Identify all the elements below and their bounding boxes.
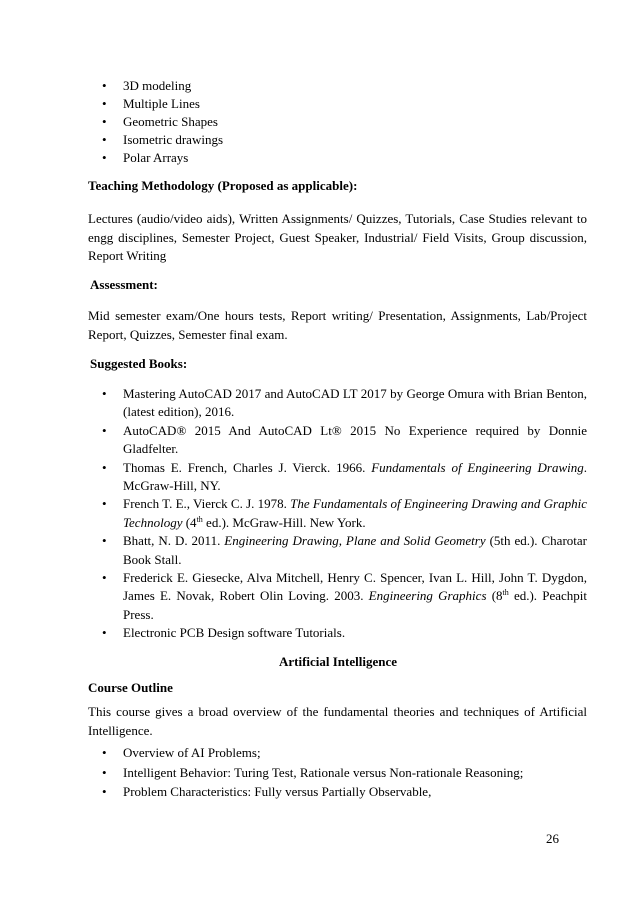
text-line: (latest edition), 2016.	[123, 404, 235, 420]
list-item: • Multiple Lines	[88, 95, 223, 113]
text-line: • AutoCAD® 2015 And AutoCAD Lt® 2015 No Experience required by Donnie	[123, 422, 587, 438]
book-title: Engineering Graphics	[368, 588, 487, 604]
text-line: • Electronic PCB Design software Tutorials.	[123, 625, 346, 641]
book-author: Thomas E. French, Charles J. Vierck. 1966.	[123, 459, 372, 475]
edition: (8	[486, 588, 503, 604]
text-line: McGraw-Hill, NY.	[123, 478, 221, 494]
assessment-heading: Assessment:	[90, 277, 158, 292]
list-item: • 3D modeling	[88, 77, 223, 95]
text-line	[123, 514, 587, 532]
list-item: • Overview of AI Problems;	[88, 743, 587, 763]
text-line: Book Stall.	[123, 551, 182, 567]
book-item	[88, 385, 587, 422]
book-author: Bhatt, N. D. 2011.	[123, 533, 225, 549]
book-title: Engineering Drawing, Plane and Solid Geometry	[224, 533, 486, 549]
book-title: Fundamentals of Engineering Drawing	[371, 459, 584, 475]
text-line: Mid semester exam/One hours tests, Report writing/ Presentation, Assignments, Lab/Project	[88, 308, 587, 323]
list-item: • Problem Characteristics: Fully versus Partially Observable,	[88, 782, 587, 802]
topic-list	[88, 77, 223, 167]
text-line: Report Writing	[88, 248, 167, 263]
text-line	[123, 587, 587, 605]
text-line: • Mastering AutoCAD 2017 and AutoCAD LT 2017 by George Omura with Brian Benton,	[123, 386, 587, 401]
list-item: • Intelligent Behavior: Turing Test, Rationale versus Non-rationale Reasoning;	[88, 763, 587, 783]
book-item	[88, 459, 587, 496]
text-line: Lectures (audio/video aids), Written Assignments/ Quizzes, Tutorials, Case Studies relevant to	[88, 211, 587, 226]
course-title: Artificial Intelligence	[278, 654, 398, 669]
text-line: Intelligence.	[88, 722, 153, 738]
text-line	[123, 532, 587, 550]
suggested-books-heading: Suggested Books:	[90, 356, 188, 371]
ai-topic-list	[88, 743, 587, 802]
book-author: French T. E., Vierck C. J. 1978.	[123, 496, 291, 512]
edition: (5th ed.). Charotar	[485, 533, 587, 549]
book-item	[88, 624, 587, 642]
text-line: • Frederick E. Giesecke, Alva Mitchell, Henry C. Spencer, Ivan L. Hill, John T. Dygdon,	[123, 570, 587, 586]
book-item	[88, 422, 587, 459]
text-line: Gladfelter.	[123, 441, 179, 457]
book-item	[88, 495, 587, 532]
course-outline-heading: Course Outline	[88, 680, 173, 695]
edition: (4	[182, 514, 197, 530]
list-item: • Isometric drawings	[88, 131, 223, 149]
publisher: ed.). McGraw-Hill. New York.	[202, 514, 366, 530]
teaching-methodology-heading: Teaching Methodology (Proposed as applicable):	[88, 178, 358, 193]
publisher: ed.). Peachpit	[508, 588, 587, 604]
book-list	[88, 385, 587, 643]
text-line: Press.	[123, 606, 154, 622]
book-title: Technology	[123, 514, 183, 530]
text-line: engg disciplines, Semester Project, Guest Speaker, Industrial/ Field Visits, Group discussion,	[88, 229, 587, 245]
book-title: The Fundamentals of Engineering Drawing and Graphic	[290, 496, 587, 512]
text-line	[123, 495, 587, 513]
book-item	[88, 532, 587, 569]
punctuation: .	[583, 459, 587, 475]
assessment-text	[88, 307, 587, 344]
text-line	[123, 459, 587, 477]
book-author: James E. Novak, Robert Olin Loving. 2003.	[123, 588, 369, 604]
course-outline-text	[88, 703, 587, 740]
edition-suffix: th	[502, 588, 509, 598]
text-line: Report, Quizzes, Semester final exam.	[88, 326, 288, 342]
edition-suffix: th	[196, 514, 203, 524]
book-item	[88, 569, 587, 624]
list-item: • Polar Arrays	[88, 149, 223, 167]
teaching-methodology-text	[88, 210, 587, 266]
text-line: This course gives a broad overview of the fundamental theories and techniques of Artificial	[88, 704, 587, 719]
list-item: • Geometric Shapes	[88, 113, 223, 131]
page-number: 26	[546, 831, 559, 846]
